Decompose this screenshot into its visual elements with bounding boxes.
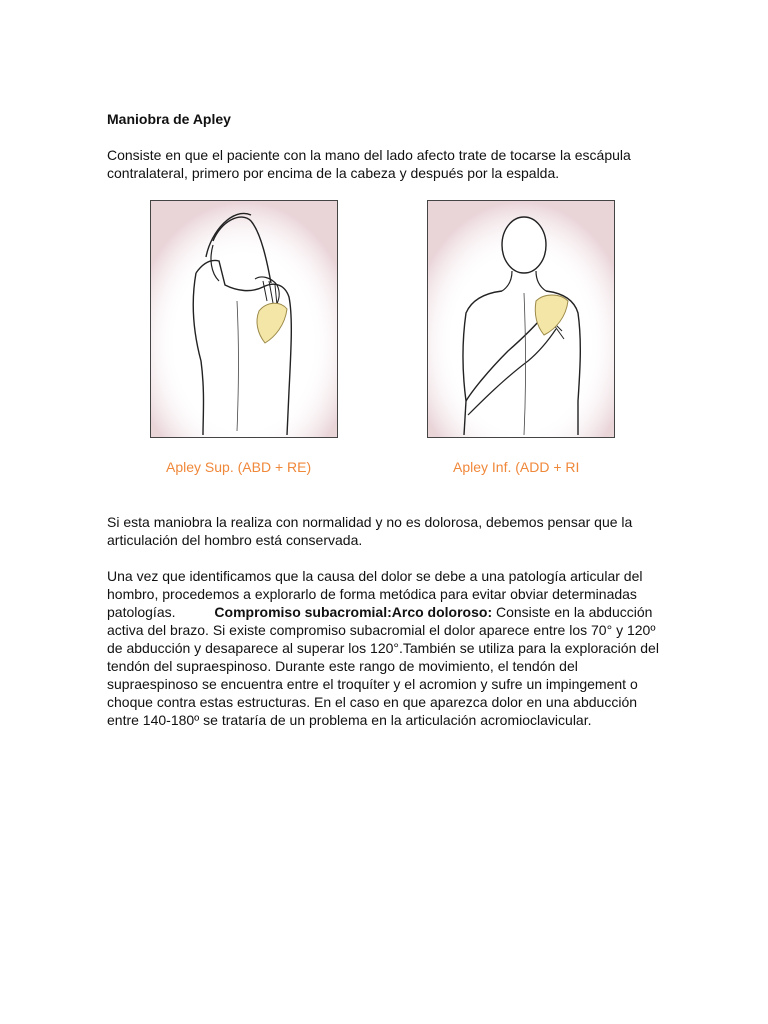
paragraph-subacromial-intro: Una vez que identificamos que la causa del dolor se debe a una patología articular del hombro, procedemos a explorarlo de forma metódica para evitar obviar determinadas patologías. <box>107 568 643 620</box>
paragraph-subacromial <box>107 567 667 729</box>
figure-caption-inferior: Apley Inf. (ADD + RI <box>453 459 580 475</box>
paragraph-normal-maneuver: Si esta maniobra la realiza con normalidad y no es dolorosa, debemos pensar que la articulación del hombro está conservada. <box>107 514 633 548</box>
subacromial-heading: Compromiso subacromial:Arco doloroso: <box>214 604 493 620</box>
paragraph-subacromial-body: Consiste en la abducción activa del brazo. Si existe compromiso subacromial el dolor aparece entre los 70° y 120º de abducción y desaparece al superar los 120°.También se utiliza para la exploración del tendón del supraespinoso. Durante este rango de movimiento, el tendón del supraespinoso se encuentra entre el troquíter y el acromion y sufre un impingement o choque contra estas estructuras. En el caso en que aparezca dolor en una abducción entre 140-180º se trataría de un problema en la articulación acromioclavicular. <box>107 604 659 728</box>
intro-paragraph: Consiste en que el paciente con la mano del lado afecto trate de tocarse la escápula contralateral, primero por encima de la cabeza y después por la espalda. <box>107 147 631 181</box>
figure-caption-superior: Apley Sup. (ABD + RE) <box>166 459 312 475</box>
apley-superior-illustration-icon <box>151 201 337 437</box>
apley-inferior-figure <box>427 200 615 438</box>
document-title: Maniobra de Apley <box>107 111 231 127</box>
apley-superior-figure <box>150 200 338 438</box>
apley-inferior-illustration-icon <box>428 201 614 437</box>
